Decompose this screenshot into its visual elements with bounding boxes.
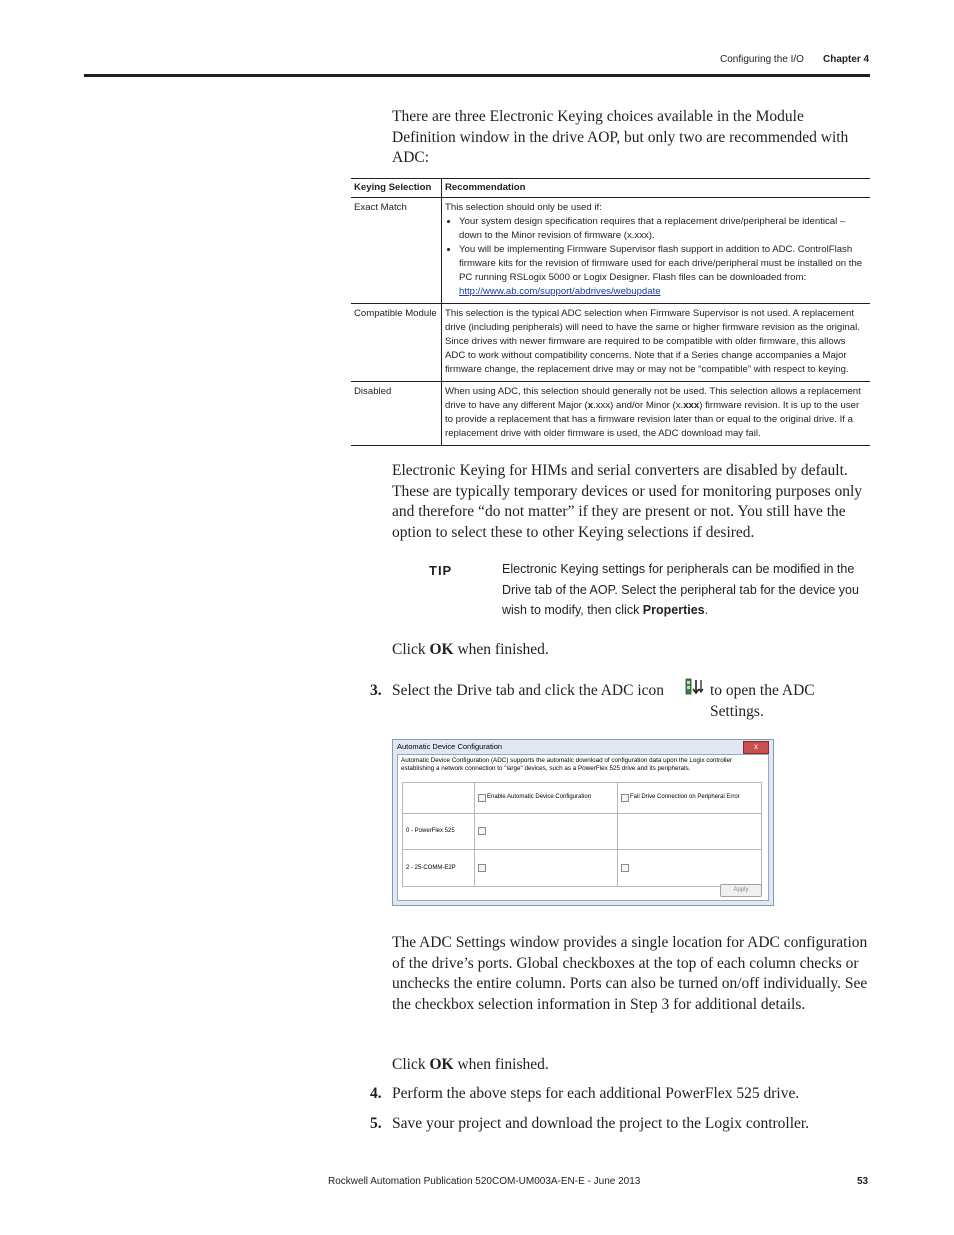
click-ok-2-pre: Click [392, 1056, 430, 1073]
click-ok-2 [392, 1055, 549, 1076]
comm-fail-checkbox[interactable] [621, 864, 629, 872]
table-row [351, 304, 870, 382]
col-enable-label: Enable Automatic Device Configuration [487, 794, 592, 800]
step-3-post-text: to open the ADC Settings. [710, 682, 815, 720]
tip-end: . [704, 603, 709, 617]
list-item: • Your system design specification requires that a replacement drive/peripheral be identical – down to the Minor revision of firmware (x.xxx). [459, 215, 867, 243]
click-ok-2-bold: OK [429, 1056, 454, 1073]
step-3-pre: Select the Drive tab and click the ADC icon [392, 682, 665, 699]
enable-adc-all-checkbox[interactable] [478, 794, 486, 802]
header-chapter: Chapter 4 [823, 54, 870, 65]
cell-disabled-recommendation [442, 382, 871, 446]
hims-paragraph: Electronic Keying for HIMs and serial converters are disabled by default. These are typically temporary devices or used for monitoring purposes only and therefore “do not matter” if they are present or not. You still have the option to select these to other Keying selections if desired. [392, 462, 863, 541]
header-section: Configuring the I/O [720, 54, 804, 65]
table-header-row [351, 179, 870, 198]
step-4-number: 4. [370, 1085, 382, 1102]
click-ok-1-pre: Click [392, 641, 430, 658]
click-ok-1 [392, 640, 549, 661]
apply-button[interactable]: Apply [720, 884, 762, 897]
cell-compatible-recommendation: This selection is the typical ADC selection when Firmware Supervisor is not used. A replacement drive (including peripherals) will need to have the same or higher firmware revision as the original. Since drives with newer firmware are required to be compatible with older firmware, this allows ADC to work without compatibility concerns. Note that if a Series change accompanies a Major firmware change, the replacement drive may or may not be “compatible” with respect to keying. [442, 304, 871, 382]
close-icon: x [754, 742, 758, 751]
adc-window-body [397, 754, 769, 901]
header-rule [84, 74, 870, 77]
step-3-number: 3. [370, 682, 382, 699]
disabled-text-b: .xxx) and/or Minor (x. [593, 400, 684, 411]
adc-icon [683, 677, 705, 699]
fail-connection-all-checkbox[interactable] [621, 794, 629, 802]
table-row [351, 382, 870, 446]
webupdate-link[interactable]: http://www.ab.com/support/abdrives/webupdate [459, 286, 661, 297]
row-powerflex-label: 0 - PowerFlex 525 [406, 828, 455, 834]
table-header-keying: Keying Selection [351, 179, 442, 198]
list-item [459, 243, 867, 299]
disabled-text-a: When using ADC, this selection should generally not be used. This selection allows a replacement drive to have any different Major ( [445, 386, 861, 411]
table-row [351, 198, 870, 304]
tip-label: TIP [429, 563, 453, 578]
keying-table [351, 178, 870, 446]
cell-exact-match: Exact Match [351, 198, 442, 304]
disabled-bold-minor: xxx [683, 400, 700, 411]
step-5-number: 5. [370, 1115, 382, 1132]
adc-window-title: Automatic Device Configuration [397, 742, 503, 751]
cell-compatible-module: Compatible Module [351, 304, 442, 382]
disabled-text-c: ) firmware revision. It is up to the user to provide a replacement that has a firmware revision later than or equal to the original drive. If a replacement drive with older firmware is used, the ADC download may fail. [445, 400, 860, 439]
table-header-recommendation: Recommendation [442, 179, 871, 198]
close-button[interactable] [743, 741, 769, 754]
step-3-post [710, 681, 830, 722]
exact-match-list [445, 215, 867, 299]
tip-body: Electronic Keying settings for peripherals can be modified in the Drive tab of the AOP. Select the peripheral tab for the device you wish to modify, then click [502, 562, 859, 617]
adc-paragraph: The ADC Settings window provides a single location for ADC configuration of the drive’s ports. Global checkboxes at the top of each column checks or unchecks the entire column. Ports can also be turned on/off individually. See the checkbox selection information in Step 3 for additional details. [392, 934, 868, 1013]
click-ok-2-post: when finished. [453, 1056, 549, 1073]
disabled-bold-major: x [587, 400, 594, 411]
comm-enable-checkbox[interactable] [478, 864, 486, 872]
tip-text [502, 559, 870, 621]
page-number: 53 [857, 1176, 869, 1187]
step-4-text: Perform the above steps for each additional PowerFlex 525 drive. [392, 1085, 800, 1102]
exact-match-lead: This selection should only be used if: [445, 202, 602, 213]
footer-publication: Rockwell Automation Publication 520COM-UM003A-EN-E - June 2013 [328, 1176, 641, 1187]
click-ok-1-post: when finished. [453, 641, 549, 658]
powerflex-enable-checkbox[interactable] [478, 827, 486, 835]
cell-exact-match-recommendation [442, 198, 871, 304]
adc-description: Automatic Device Configuration (ADC) supports the automatic download of configuration data upon the Logix controller establishing a network connection to "large" devices, such as a PowerFlex 525 drive and its peripherals. [401, 757, 733, 772]
col-fail-label: Fail Drive Connection on Peripheral Error [630, 794, 740, 800]
row-comm-label: 2 - 25-COMM-E2P [406, 865, 456, 871]
tip-properties: Properties [642, 603, 705, 617]
cell-disabled: Disabled [351, 382, 442, 446]
exact-match-bullet2: You will be implementing Firmware Supervisor flash support in addition to ADC. ControlFlash firmware kits for the revision of firmware used for each drive/peripheral must be installed on the PC running RSLogix 5000 or Logix Designer. Flash files can be downloaded from: [459, 244, 863, 283]
step-5-text: Save your project and download the project to the Logix controller. [392, 1115, 810, 1132]
intro-paragraph: There are three Electronic Keying choices available in the Module Definition window in the drive AOP, but only two are recommended with ADC: [392, 108, 849, 166]
adc-window [392, 739, 774, 906]
click-ok-1-bold: OK [429, 641, 454, 658]
adc-grid [402, 782, 762, 887]
